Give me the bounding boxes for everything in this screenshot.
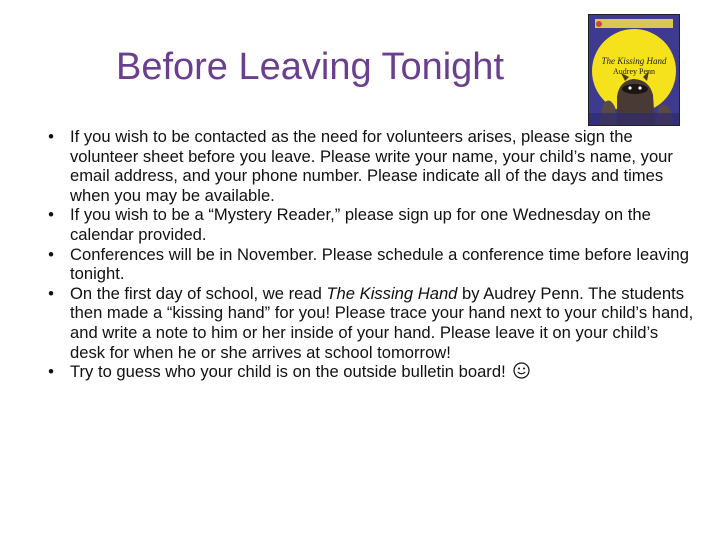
list-item xyxy=(44,205,694,244)
bullet-text-after: by Audrey Penn. The students then made a “kissing hand” for you! Please trace your hand next to your child’s hand, and write a note to him or her inside of your hand. Please leave it on your child’s desk for when he or she arrives at school tomorrow! xyxy=(70,283,694,362)
bullet-marker: • xyxy=(48,205,54,225)
bullet-text: If you wish to be a “Mystery Reader,” please sign up for one Wednesday on the calendar provided. xyxy=(70,205,651,244)
bullet-marker: • xyxy=(48,362,54,382)
bullet-text: Conferences will be in November. Please schedule a conference time before leaving tonight. xyxy=(70,244,689,284)
list-item xyxy=(44,245,694,284)
bullet-list xyxy=(44,127,694,384)
bullet-text xyxy=(70,284,693,362)
book-author: Audrey Penn xyxy=(613,67,655,76)
smiley-icon xyxy=(513,362,530,384)
bullet-marker: • xyxy=(48,244,54,264)
book-cover-image xyxy=(588,14,680,126)
slide-title: Before Leaving Tonight xyxy=(115,46,505,88)
list-item xyxy=(44,284,694,362)
book-title-italic: The Kissing Hand xyxy=(326,283,458,303)
bullet-marker: • xyxy=(48,283,54,303)
list-item xyxy=(44,127,694,205)
book-title: The Kissing Hand xyxy=(601,56,667,66)
list-item xyxy=(44,362,694,384)
bullet-marker: • xyxy=(48,127,54,146)
bullet-text-before: On the first day of school, we read xyxy=(70,283,327,303)
bullet-text: If you wish to be contacted as the need for volunteers arises, please sign the volunteer sheet before you leave. Please write your name, your child’s name, your email address, and your phone number. Please indicate all of the days and times when you may be available. xyxy=(70,127,673,205)
bullet-text: Try to guess who your child is on the outside bulletin board! xyxy=(70,362,506,382)
